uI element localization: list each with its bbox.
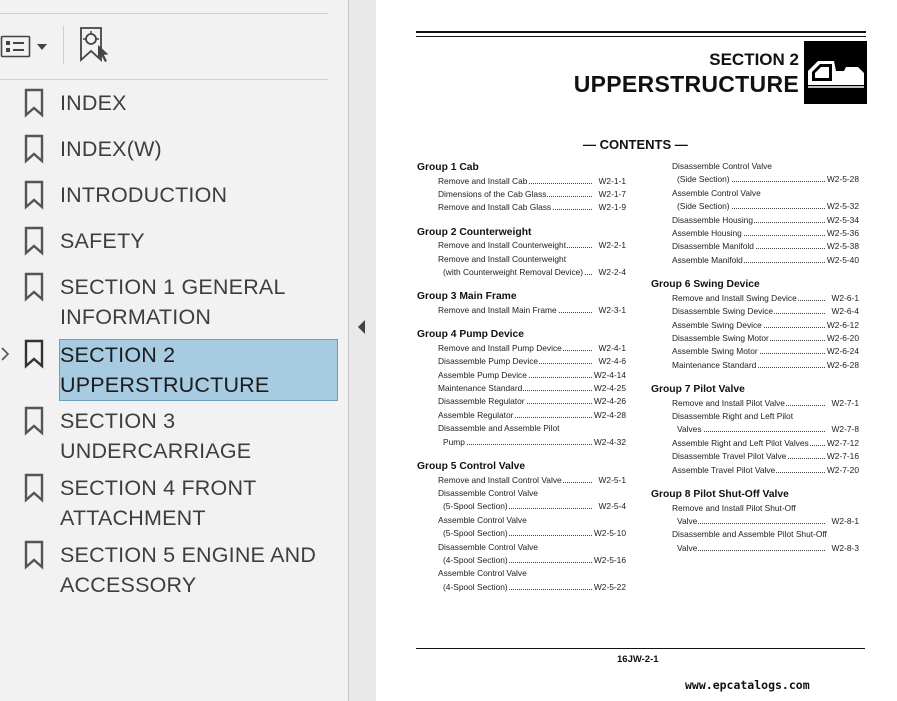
toc-entry [438, 383, 626, 393]
collapse-panel-button[interactable] [355, 318, 369, 336]
toc-entry [672, 306, 859, 316]
toc-group-heading: Group 2 Counterweight [417, 226, 532, 238]
excavator-upperstructure-icon [804, 41, 867, 104]
toc-entry-page: W2-5-28 [826, 174, 859, 185]
toc-entry-page: W2-7-8 [831, 424, 859, 435]
toc-entry-page: W2-2-4 [598, 267, 626, 277]
toc-group-heading: Group 8 Pilot Shut-Off Valve [651, 489, 789, 500]
bookmark-item[interactable] [0, 226, 348, 256]
toc-entry-title: Dimensions of the Cab Glass [438, 188, 547, 199]
bookmark-item[interactable] [0, 339, 348, 399]
bookmarks-panel [0, 0, 348, 701]
toc-entry [438, 396, 626, 406]
chevron-left-icon [355, 318, 369, 336]
bookmark-label: SECTION 5 ENGINE AND ACCESSORY [60, 543, 317, 597]
bookmark-label: INTRODUCTION [60, 183, 228, 207]
find-current-bookmark-button[interactable] [76, 26, 114, 64]
section-number: SECTION 2 [709, 50, 799, 69]
bookmark-label: SECTION 1 GENERAL INFORMATION [60, 275, 286, 329]
toc-entry-page: W2-5-38 [826, 241, 859, 252]
footer-rule [416, 648, 865, 649]
toc-entry-title: Assemble Control Valve [438, 568, 527, 579]
toc-entry-page: W2-7-20 [826, 464, 859, 475]
toc-entry-page: W2-6-1 [831, 292, 859, 303]
header-rule-thin [416, 36, 866, 37]
toc-entry-page: W2-6-12 [826, 319, 859, 330]
toc-entry [672, 360, 859, 370]
toc-entry-title: (5-Spool Section) [443, 501, 508, 512]
toc-group-heading: Group 3 Main Frame [417, 291, 517, 303]
bookmark-item[interactable] [0, 473, 348, 533]
bookmark-item[interactable] [0, 88, 348, 118]
toc-entry [443, 582, 626, 592]
toc-entry [438, 356, 626, 366]
toc-entry-title: Remove and Install Swing Device [672, 292, 797, 303]
toc-entry [677, 201, 859, 211]
toc-entry [438, 370, 626, 380]
bookmark-label: SECTION 3 UNDERCARRIAGE [60, 409, 252, 463]
toc-entry-title: Disassemble Control Valve [672, 161, 772, 171]
toc-entry [438, 343, 626, 353]
page-number: 16JW-2-1 [617, 654, 659, 665]
toc-entry-title: Assemble Housing [672, 228, 742, 238]
toc-entry [677, 424, 859, 434]
toc-entry-title: (4-Spool Section) [443, 581, 508, 592]
toc-entry [672, 293, 859, 303]
bookmark-search-icon [76, 26, 114, 64]
toc-entry-page: W2-8-3 [831, 542, 859, 553]
bookmark-label: SAFETY [60, 229, 145, 253]
toc-entry [672, 465, 859, 475]
toc-entry [443, 555, 626, 565]
toc-entry-page: W2-4-14 [593, 369, 626, 380]
bookmark-icon [24, 180, 44, 210]
toc-entry-title: Disassemble Travel Pilot Valve [672, 451, 787, 462]
bookmark-icon [24, 226, 44, 256]
bookmark-item[interactable] [0, 272, 348, 332]
toc-entry [672, 451, 859, 461]
toc-entry-title: Pump [443, 436, 465, 447]
toc-entry-page: W2-8-1 [831, 515, 859, 526]
chevron-right-icon[interactable] [0, 347, 10, 361]
toc-entry-title: Disassemble Swing Motor [672, 332, 769, 343]
bookmark-icon [24, 339, 44, 369]
bookmark-icon [24, 540, 44, 570]
toc-entry [677, 174, 859, 184]
toc-entry-page: W2-4-32 [593, 436, 626, 447]
toc-entry-title: Remove and Install Pilot Valve [672, 397, 785, 408]
toc-entry-title: Assemble Regulator [438, 409, 514, 420]
toc-entry-page: W2-6-24 [826, 346, 859, 357]
toc-group-heading: Group 6 Swing Device [651, 279, 760, 291]
toc-entry-page: W2-1-9 [598, 202, 626, 213]
toc-entry [672, 228, 859, 238]
toc-entry-title: Disassemble Housing [672, 214, 753, 225]
toc-entry-page: W2-7-1 [831, 397, 859, 408]
bookmark-label: INDEX(W) [60, 137, 162, 161]
toc-entry-title: Assemble Control Valve [438, 514, 527, 525]
toc-entry [438, 475, 626, 485]
toc-entry-title: Remove and Install Cab Glass [438, 202, 552, 213]
panel-gutter [349, 0, 376, 701]
toc-entry-title: Assemble Swing Device [672, 319, 762, 330]
toc-entry [672, 438, 859, 448]
toc-entry-title: (Side Section) [677, 201, 730, 212]
toc-entry-page: W2-7-12 [826, 437, 859, 448]
toc-entry-page: W2-3-1 [598, 304, 626, 315]
toc-entry-title: Disassemble Swing Device [672, 306, 774, 317]
toc-entry [672, 398, 859, 408]
toc-entry-title: Remove and Install Main Frame [438, 304, 557, 315]
bookmark-item[interactable] [0, 406, 348, 466]
toc-entry-page: W2-4-25 [593, 383, 626, 393]
contents-heading: — CONTENTS — [583, 137, 688, 152]
toc-entry-page: W2-6-28 [826, 359, 859, 370]
toc-entry-title: (5-Spool Section) [443, 528, 508, 539]
toc-entry [438, 305, 626, 315]
bookmark-label: SECTION 4 FRONT ATTACHMENT [60, 476, 257, 530]
toc-dot-leader [677, 550, 825, 551]
toc-entry-page: W2-6-4 [831, 306, 859, 317]
toc-entry-title: Disassemble Manifold [672, 241, 754, 252]
toolbar-bottom-divider [0, 79, 328, 80]
toc-entry-title: (with Counterweight Removal Device) [443, 267, 584, 277]
toc-entry [672, 320, 859, 330]
toc-entry-page: W2-4-1 [598, 342, 626, 353]
toc-entry-title: Disassemble Pump Device [438, 356, 539, 367]
toc-group-heading: Group 5 Control Valve [417, 461, 526, 472]
toc-entry [672, 346, 859, 356]
toc-entry-title: Assemble Travel Pilot Valve [672, 464, 776, 475]
toc-entry-page: W2-1-1 [598, 175, 626, 186]
toc-entry-title: Maintenance Standard [672, 359, 757, 370]
toc-entry [438, 240, 626, 250]
bookmark-item[interactable] [0, 180, 348, 210]
toc-entry [443, 501, 626, 511]
toc-entry-title: Maintenance Standard [438, 383, 523, 393]
toc-entry [443, 528, 626, 538]
toc-entry-title: Valve [677, 515, 698, 526]
toc-entry-title: Assemble Pump Device [438, 369, 527, 380]
bookmark-label: INDEX [60, 91, 127, 115]
bookmark-icon [24, 406, 44, 436]
toc-entry [438, 202, 626, 212]
toc-entry-page: W2-5-16 [593, 554, 626, 565]
toc-entry-title: Disassemble and Assemble Pilot [438, 423, 560, 434]
toc-entry-title: Remove and Install Pump Device [438, 342, 562, 353]
bookmark-label: SECTION 2 UPPERSTRUCTURE [59, 339, 338, 401]
toc-entry-page: W2-5-36 [826, 228, 859, 238]
toc-entry-page: W2-4-6 [598, 356, 626, 367]
toolbar-separator [63, 26, 64, 64]
toc-entry-page: W2-5-32 [826, 201, 859, 212]
bookmark-item[interactable] [0, 134, 348, 164]
toc-entry-title: Assemble Manifold [672, 254, 743, 265]
toc-entry-title: Disassemble Control Valve [438, 541, 538, 552]
toc-entry-title: (4-Spool Section) [443, 554, 508, 565]
toc-entry [672, 241, 859, 251]
bookmark-options-button[interactable] [0, 31, 52, 61]
toc-entry [443, 437, 626, 447]
toc-entry-page: W2-6-20 [826, 332, 859, 343]
toc-entry-page: W2-5-34 [826, 214, 859, 225]
document-page [376, 0, 897, 701]
toc-entry-title: Remove and Install Cab [438, 175, 528, 186]
toc-entry-page: W2-7-16 [826, 451, 859, 462]
watermark-text: www.epcatalogs.com [685, 678, 810, 692]
toc-entry [672, 215, 859, 225]
toc-entry-page: W2-5-4 [598, 501, 626, 512]
bookmark-item[interactable] [0, 540, 348, 600]
toc-entry-page: W2-4-28 [593, 409, 626, 420]
toc-entry-title: Disassemble and Assemble Pilot Shut-Off [672, 529, 827, 540]
toc-entry [438, 176, 626, 186]
section-title: UPPERSTRUCTURE [573, 71, 799, 97]
header-rule [416, 31, 866, 33]
options-list-icon [0, 31, 52, 61]
toc-group-heading: Group 1 Cab [417, 162, 479, 173]
chevron-down-icon [37, 44, 47, 50]
toc-entry [672, 333, 859, 343]
toc-entry-title: Disassemble Control Valve [438, 487, 538, 498]
toc-entry [438, 189, 626, 199]
toc-dot-leader [677, 523, 825, 524]
toc-entry-title: Assemble Swing Motor [672, 346, 758, 357]
bookmark-icon [24, 473, 44, 503]
toc-entry-page: W2-5-22 [593, 581, 626, 592]
toc-entry-page: W2-5-10 [593, 528, 626, 539]
panel-top-divider [0, 13, 328, 14]
toc-entry-title: Disassemble Right and Left Pilot [672, 411, 794, 421]
toc-entry-title: Valves [677, 424, 702, 435]
toc-entry [677, 516, 859, 526]
toc-entry-title: Remove and Install Pilot Shut-Off [672, 502, 796, 513]
toc-group-heading: Group 4 Pump Device [417, 329, 525, 341]
toc-entry [438, 410, 626, 420]
bookmark-icon [24, 134, 44, 164]
toc-entry-title: (Side Section) [677, 174, 730, 185]
toc-entry-page: W2-4-26 [593, 396, 626, 407]
toc-entry-title: Valve [677, 542, 698, 553]
toc-entry-title: Assemble Control Valve [672, 187, 761, 198]
toc-entry [677, 543, 859, 553]
bookmark-icon [24, 88, 44, 118]
toc-entry-title: Remove and Install Counterweight [438, 253, 567, 264]
toc-entry-page: W2-5-40 [826, 254, 859, 265]
toc-group-heading: Group 7 Pilot Valve [651, 384, 745, 396]
toc-entry [443, 267, 626, 277]
toc-entry-page: W2-1-7 [598, 188, 626, 199]
toc-entry-page: W2-5-1 [598, 474, 626, 485]
toc-entry-title: Remove and Install Control Valve [438, 474, 562, 485]
toc-entry-title: Disassemble Regulator [438, 396, 525, 407]
bookmark-icon [24, 272, 44, 302]
toc-entry-title: Remove and Install Counterweight [438, 240, 567, 251]
toc-entry-page: W2-2-1 [598, 240, 626, 251]
toc-entry-title: Assemble Right and Left Pilot Valves [672, 437, 809, 448]
toc-entry [672, 255, 859, 265]
